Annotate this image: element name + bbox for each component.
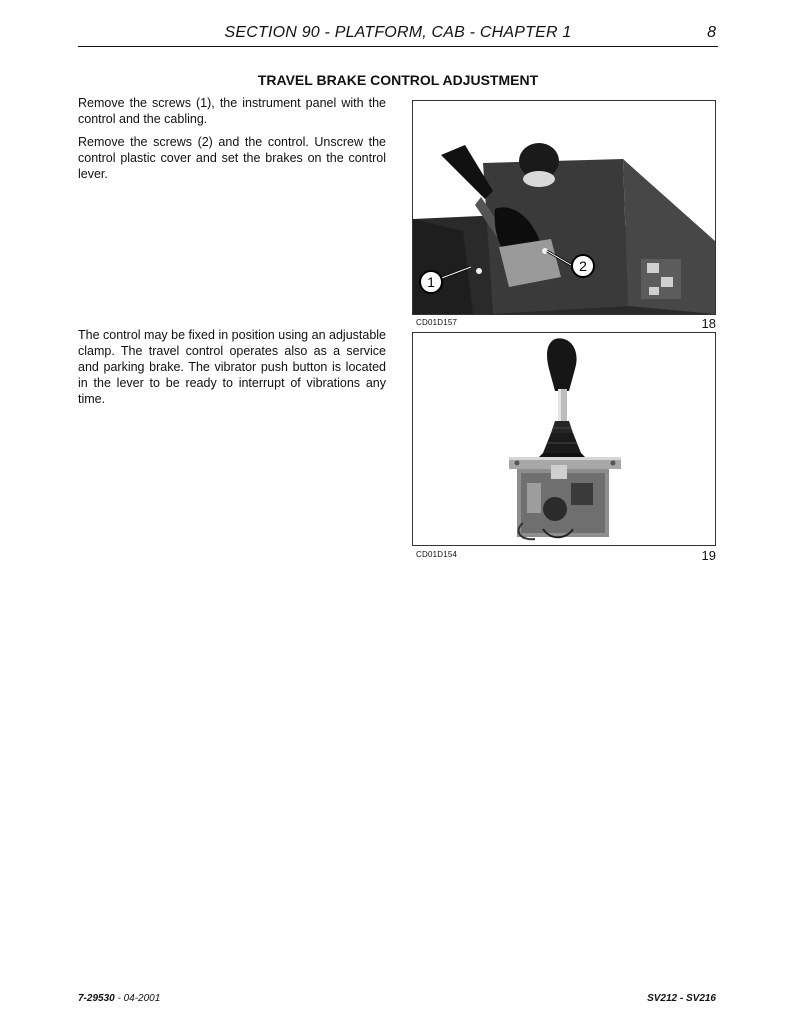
callout-2-badge xyxy=(572,255,594,277)
figure-18-photo xyxy=(412,100,716,315)
footer-doc-info xyxy=(78,993,160,1004)
footer-date: - 04-2001 xyxy=(114,993,161,1004)
footer-models: SV212 - SV216 xyxy=(647,993,716,1004)
callout-2-label: 2 xyxy=(579,258,587,274)
figure-19-number: 19 xyxy=(701,548,716,563)
figure-18-illustration xyxy=(413,101,715,314)
paragraph-remove-screws-2: Remove the screws (2) and the control. Unscrew the control plastic cover and set the brakes on the control lever. xyxy=(78,135,386,181)
section-title: TRAVEL BRAKE CONTROL ADJUSTMENT xyxy=(257,72,539,88)
paragraph-remove-screws-1: Remove the screws (1), the instrument panel with the control and the cabling. xyxy=(78,96,386,126)
page-header-title: SECTION 90 - PLATFORM, CAB - CHAPTER 1 xyxy=(224,24,572,41)
figure-19-code: CD01D154 xyxy=(416,550,458,559)
figure-18-code: CD01D157 xyxy=(416,318,458,327)
figure-19-illustration xyxy=(413,333,715,545)
callout-1-label: 1 xyxy=(427,274,435,290)
footer-doc-number: 7-29530 xyxy=(78,993,115,1004)
figure-19-photo xyxy=(412,332,716,546)
header-divider xyxy=(78,46,718,47)
callout-1-badge xyxy=(420,271,442,293)
page-number: 8 xyxy=(707,24,716,41)
figure-18-number: 18 xyxy=(701,316,716,331)
paragraph-control-clamp: The control may be fixed in position using an adjustable clamp. The travel control operates also as a service and parking brake. The vibrator push button is located in the lever to be ready to interrupt of vibrations any time. xyxy=(78,328,386,406)
